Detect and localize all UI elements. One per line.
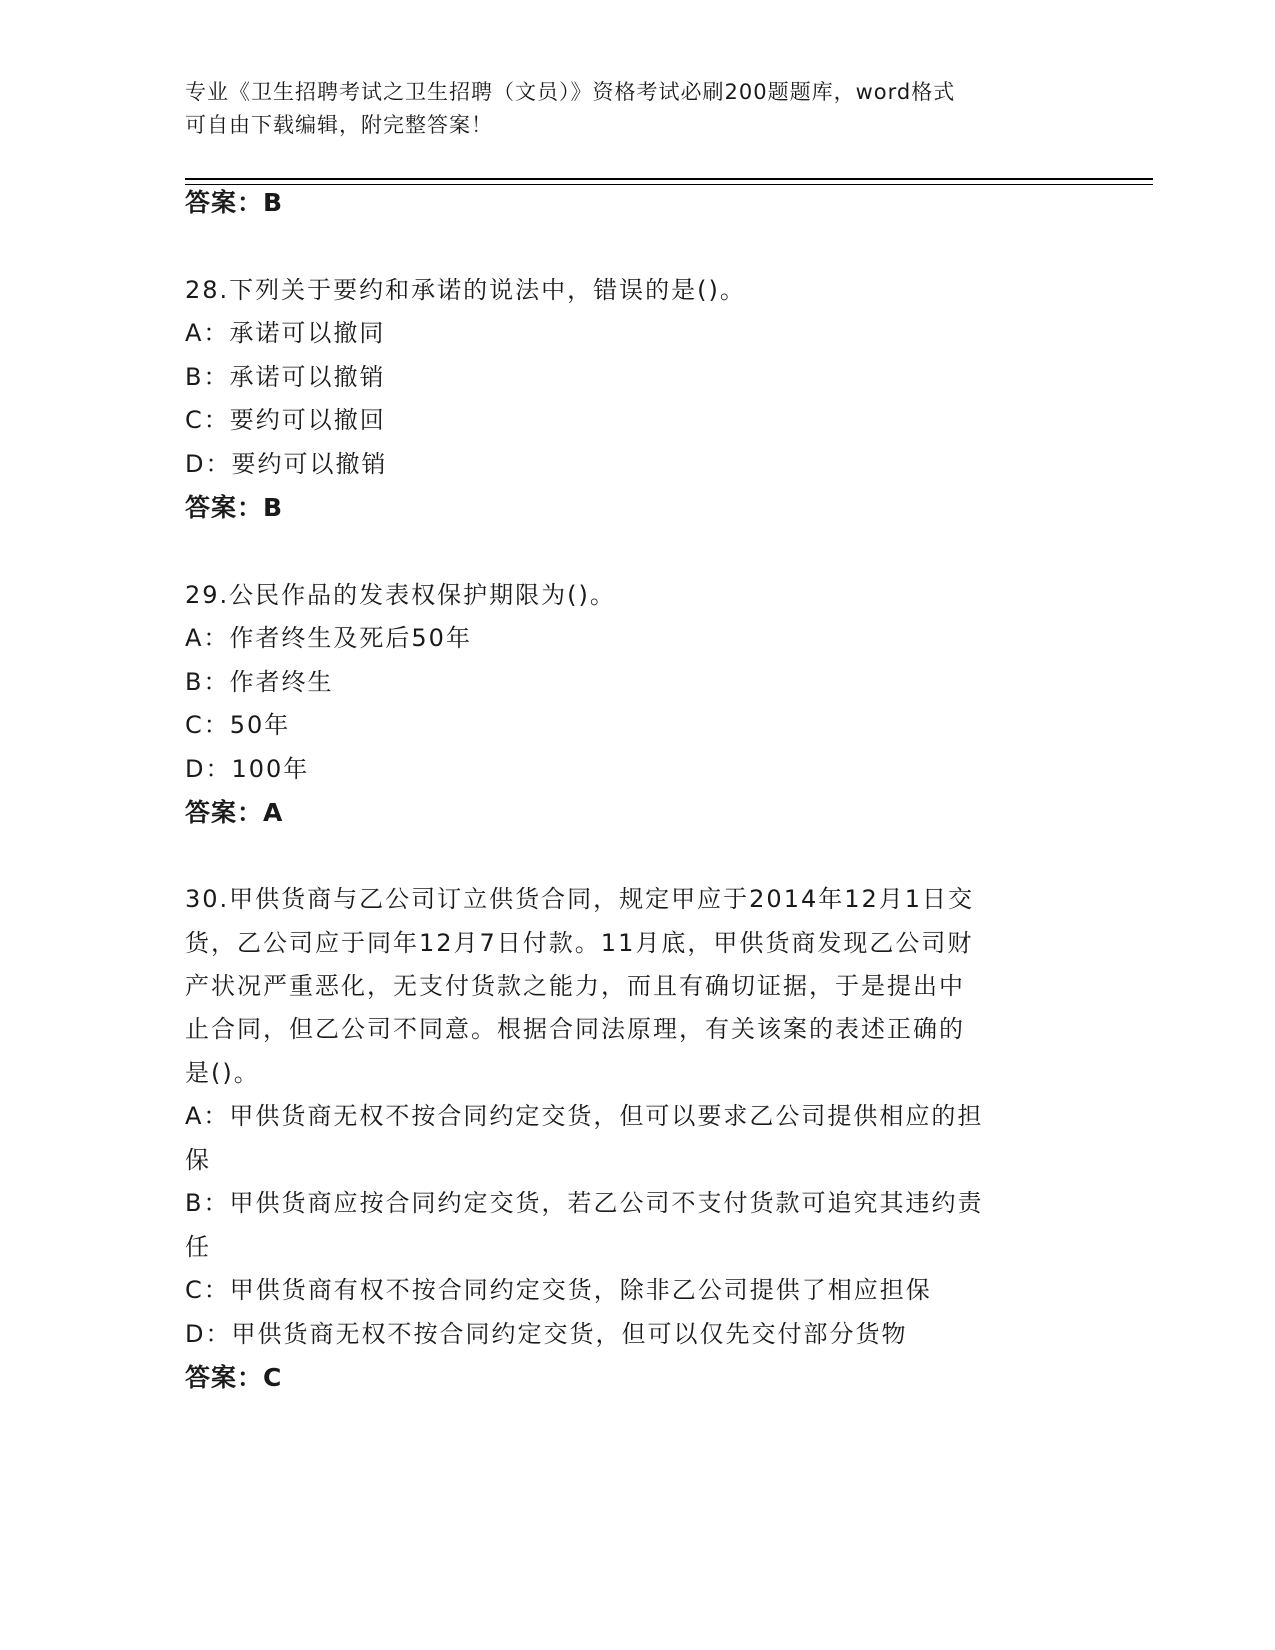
question-30-option-a-wrap: 保	[185, 1146, 211, 1174]
header-line-2: 可自由下载编辑，附完整答案！	[185, 113, 493, 137]
question-29-option-d: D：100年	[185, 755, 310, 783]
question-30-option-c: C：甲供货商有权不按合同约定交货，除非乙公司提供了相应担保	[185, 1276, 932, 1304]
question-30-stem-line: 货，乙公司应于同年12月7日付款。11月底，甲供货商发现乙公司财	[185, 929, 974, 957]
question-30-stem-line: 是()。	[185, 1059, 260, 1087]
question-29-option-a: A：作者终生及死后50年	[185, 624, 472, 652]
previous-answer: 答案：B	[185, 188, 284, 217]
question-28-option-b: B：承诺可以撤销	[185, 363, 386, 391]
question-30-stem-line: 30.甲供货商与乙公司订立供货合同，规定甲应于2014年12月1日交	[185, 885, 975, 913]
question-28-stem: 28.下列关于要约和承诺的说法中，错误的是()。	[185, 276, 746, 304]
question-30-stem-line: 止合同，但乙公司不同意。根据合同法原理，有关该案的表述正确的	[185, 1015, 965, 1043]
question-30-option-b: B：甲供货商应按合同约定交货，若乙公司不支付货款可追究其违约责	[185, 1189, 984, 1217]
question-29-stem: 29.公民作品的发表权保护期限为()。	[185, 581, 616, 609]
question-30-stem-line: 产状况严重恶化，无支付货款之能力，而且有确切证据，于是提出中	[185, 972, 965, 1000]
question-28-option-a: A：承诺可以撤同	[185, 319, 386, 347]
question-30-option-d: D：甲供货商无权不按合同约定交货，但可以仅先交付部分货物	[185, 1320, 908, 1348]
question-28-answer: 答案：B	[185, 493, 284, 522]
header-divider-thick	[185, 178, 1153, 180]
header-divider-thin	[185, 184, 1153, 185]
question-30-answer: 答案：C	[185, 1363, 283, 1392]
question-29-option-c: C：50年	[185, 711, 291, 739]
question-30-option-b-wrap: 任	[185, 1233, 211, 1261]
question-28-option-d: D：要约可以撤销	[185, 450, 388, 478]
question-28-option-c: C：要约可以撤回	[185, 406, 386, 434]
question-29-option-b: B：作者终生	[185, 668, 334, 696]
document-header	[185, 76, 1055, 142]
header-line-1: 专业《卫生招聘考试之卫生招聘（文员）》资格考试必刷200题题库，word格式	[185, 80, 956, 104]
question-30-option-a: A：甲供货商无权不按合同约定交货，但可以要求乙公司提供相应的担	[185, 1102, 984, 1130]
question-29-answer: 答案：A	[185, 798, 284, 827]
